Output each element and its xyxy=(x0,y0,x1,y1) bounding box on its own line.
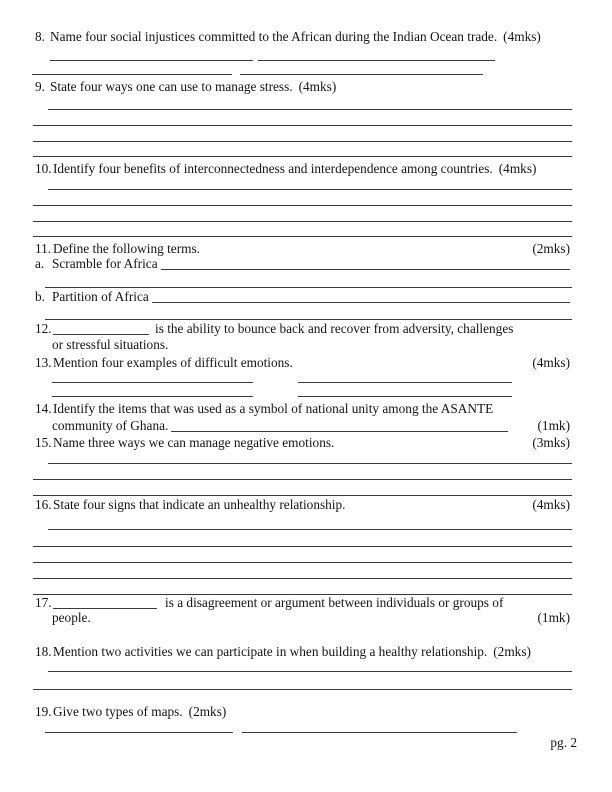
answer-line xyxy=(33,205,572,206)
question-12 xyxy=(35,321,570,337)
answer-line xyxy=(48,529,572,530)
question-12-number: 12. xyxy=(35,321,52,336)
question-17-line2 xyxy=(52,610,570,626)
question-10 xyxy=(35,161,570,177)
question-14-line2 xyxy=(52,418,570,434)
question-11b-text: Partition of Africa xyxy=(52,289,149,304)
answer-line xyxy=(33,156,572,157)
question-11-number: 11. xyxy=(35,241,52,256)
answer-line xyxy=(33,141,572,142)
question-8 xyxy=(35,29,570,45)
question-13-number: 13. xyxy=(35,355,52,370)
answer-line xyxy=(45,287,572,288)
question-16-text: State four signs that indicate an unhealthy relationship. xyxy=(53,497,346,512)
question-10-text: Identify four benefits of interconnectedness and interdependence among countries. xyxy=(53,161,493,176)
answer-line xyxy=(33,236,572,237)
answer-line xyxy=(242,732,517,733)
question-17 xyxy=(35,595,570,611)
question-13 xyxy=(35,355,570,371)
answer-line xyxy=(152,289,570,303)
question-12-text2: or stressful situations. xyxy=(52,337,169,352)
answer-line xyxy=(33,495,572,496)
answer-line xyxy=(48,109,572,110)
answer-line xyxy=(258,60,495,61)
question-10-number: 10. xyxy=(35,161,52,176)
question-18-text: Mention two activities we can participate in when building a healthy relationship. xyxy=(53,644,488,659)
question-14-text: Identify the items that was used as a symbol of national unity among the ASANTE xyxy=(53,401,494,416)
question-11b-label: b. xyxy=(35,289,45,304)
question-18 xyxy=(35,644,570,660)
answer-line xyxy=(33,562,572,563)
question-18-marks: (2mks) xyxy=(493,644,531,659)
question-11 xyxy=(35,241,570,257)
answer-line xyxy=(33,546,572,547)
question-16-number: 16. xyxy=(35,497,52,512)
question-15-number: 15. xyxy=(35,435,52,450)
fill-in-blank xyxy=(53,596,157,609)
question-11-marks: (2mks) xyxy=(532,241,570,256)
answer-line xyxy=(48,463,572,464)
question-14-marks: (1mk) xyxy=(537,418,570,433)
question-15 xyxy=(35,435,570,451)
question-14-number: 14. xyxy=(35,401,52,416)
question-9-marks: (4mks) xyxy=(298,79,337,94)
question-15-text: Name three ways we can manage negative emotions. xyxy=(53,435,335,450)
answer-line xyxy=(32,74,232,75)
answer-line xyxy=(298,382,512,383)
answer-line xyxy=(33,578,572,579)
question-13-text: Mention four examples of difficult emotions. xyxy=(53,355,293,370)
question-11a xyxy=(35,256,570,272)
answer-line xyxy=(33,689,572,690)
question-17-marks: (1mk) xyxy=(537,610,570,625)
question-13-marks: (4mks) xyxy=(532,355,570,370)
answer-line xyxy=(48,189,572,190)
answer-line xyxy=(52,396,253,397)
answer-line xyxy=(45,732,233,733)
question-14 xyxy=(35,401,570,417)
question-11a-text: Scramble for Africa xyxy=(52,256,158,271)
question-9-number: 9. xyxy=(35,79,45,94)
question-11b xyxy=(35,289,570,305)
question-12-text: is the ability to bounce back and recover from adversity, challenges xyxy=(155,321,514,336)
answer-line xyxy=(48,671,572,672)
question-9 xyxy=(35,79,570,95)
question-19-text: Give two types of maps. xyxy=(53,704,183,719)
answer-line xyxy=(171,418,507,432)
answer-line xyxy=(45,319,572,320)
question-16-marks: (4mks) xyxy=(532,497,570,512)
question-11-text: Define the following terms. xyxy=(53,241,200,256)
question-10-marks: (4mks) xyxy=(498,161,537,176)
answer-line xyxy=(33,125,572,126)
question-19-number: 19. xyxy=(35,704,52,719)
answer-line xyxy=(33,221,572,222)
answer-line xyxy=(298,396,512,397)
answer-line xyxy=(33,479,572,480)
question-8-text: Name four social injustices committed to the African during the Indian Ocean trade. xyxy=(50,29,498,44)
question-17-text2: people. xyxy=(52,610,91,625)
question-9-text: State four ways one can use to manage stress. xyxy=(50,79,293,94)
answer-line xyxy=(161,256,570,270)
answer-line xyxy=(50,60,253,61)
question-17-number: 17. xyxy=(35,595,52,610)
question-18-number: 18. xyxy=(35,644,52,659)
page-number: pg. 2 xyxy=(550,735,577,750)
question-11a-label: a. xyxy=(35,256,45,271)
answer-line xyxy=(52,382,253,383)
answer-line xyxy=(240,74,483,75)
question-14-text2: community of Ghana. xyxy=(52,418,169,433)
question-12-line2 xyxy=(52,337,570,353)
question-15-marks: (3mks) xyxy=(532,435,570,450)
question-19-marks: (2mks) xyxy=(188,704,227,719)
question-19 xyxy=(35,704,570,720)
question-17-text: is a disagreement or argument between individuals or groups of xyxy=(165,595,504,610)
fill-in-blank xyxy=(53,322,149,335)
question-16 xyxy=(35,497,570,513)
question-8-marks: (4mks) xyxy=(503,29,541,44)
question-8-number: 8. xyxy=(35,29,45,44)
